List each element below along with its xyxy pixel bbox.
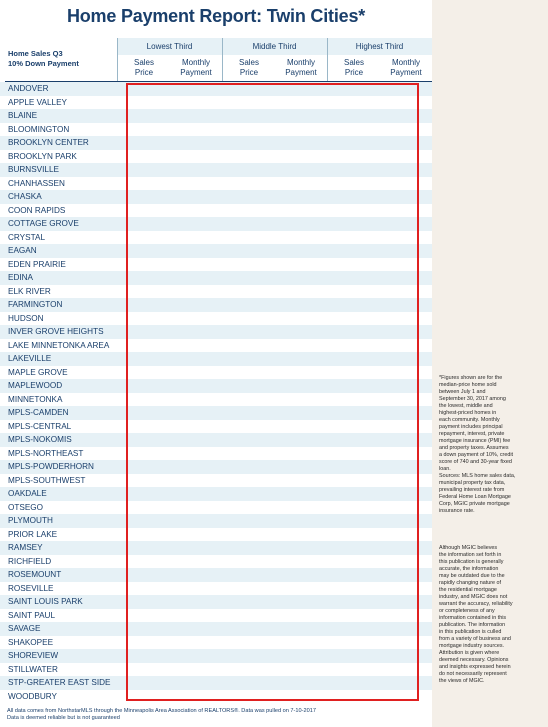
side-note-line: municipal property tax data,: [439, 480, 506, 486]
column-header-mid-monthly-payment: [278, 58, 324, 78]
city-name: ELK RIVER: [8, 286, 51, 296]
side-note-line: a down payment of 10%, credit: [439, 452, 514, 458]
column-header-text: Price: [239, 68, 259, 77]
group-divider: [117, 38, 118, 82]
row-label-header: [8, 49, 79, 69]
side-note-line: mortgage insurance (PMI) fee: [439, 438, 511, 444]
city-name: CRYSTAL: [8, 232, 46, 242]
column-header-text: Payment: [285, 68, 317, 77]
column-header-text: Sales: [343, 58, 364, 67]
group-middle-third: Middle Third: [252, 42, 297, 51]
column-header-high-monthly-payment: [383, 58, 429, 78]
side-note-line: accurate, the information: [439, 566, 499, 572]
column-header-mid-sales-price: [229, 58, 269, 78]
side-note-line: may be outdated due to the: [439, 573, 505, 579]
side-note-line: median-price home sold: [439, 382, 497, 388]
column-header-text: Payment: [180, 68, 212, 77]
city-name: OTSEGO: [8, 502, 44, 512]
column-header-text: Monthly: [391, 58, 420, 67]
column-header-text: Sales: [133, 58, 154, 67]
side-note-line: in this publication is culled: [439, 629, 502, 635]
side-note-line: September 30, 2017 among: [439, 396, 506, 402]
city-name: MINNETONKA: [8, 394, 63, 404]
side-note-line: the information set forth in: [439, 552, 502, 558]
city-name: LAKEVILLE: [8, 354, 52, 363]
side-note-line: and property taxes. Assumes: [439, 445, 509, 451]
city-name: WOODBURY: [8, 691, 57, 701]
side-note-line: loan.: [439, 466, 451, 472]
city-name: CHASKA: [8, 192, 42, 201]
city-name: MAPLEWOOD: [8, 381, 63, 390]
city-name: SAINT PAUL: [8, 610, 56, 620]
city-name: EAGAN: [8, 246, 37, 255]
side-note-line: each community. Monthly: [439, 417, 500, 423]
city-name: INVER GROVE HEIGHTS: [8, 327, 104, 336]
side-note-line: rapidly changing nature of: [439, 580, 502, 586]
city-name: MPLS-CENTRAL: [8, 421, 72, 431]
column-header-high-sales-price: [334, 58, 374, 78]
city-name: BROOKLYN PARK: [8, 151, 77, 161]
side-note-line: or completeness of any: [439, 608, 495, 614]
group-header-row: [117, 38, 432, 55]
side-note-line: do not necessarily represent: [439, 671, 507, 677]
city-name: SAINT LOUIS PARK: [8, 597, 83, 606]
column-header-text: Sales: [238, 58, 259, 67]
side-note-line: highest-priced homes in: [439, 410, 497, 416]
city-name: COON RAPIDS: [8, 205, 66, 215]
footer-note: [7, 708, 427, 722]
side-note-line: mortgage industry sources.: [439, 643, 505, 649]
column-header-text: Monthly: [181, 58, 210, 67]
column-header-text: Monthly: [286, 58, 315, 67]
column-header-text: Price: [134, 68, 154, 77]
side-note-line: the residential mortgage: [439, 587, 497, 593]
side-note-line: repayment, interest, private: [439, 431, 505, 437]
side-note-line: publication. The information: [439, 622, 506, 628]
city-name: BLAINE: [8, 111, 38, 120]
city-name: STILLWATER: [8, 664, 58, 674]
side-note-line: the views of MGIC.: [439, 678, 485, 684]
side-note-line: prevailing interest rate from: [439, 487, 505, 493]
city-name: PLYMOUTH: [8, 516, 53, 525]
city-name: ROSEMOUNT: [8, 570, 62, 579]
city-name: MPLS-CAMDEN: [8, 408, 69, 417]
group-highest-third: Highest Third: [355, 42, 404, 51]
city-name: STP-GREATER EAST SIDE: [8, 678, 111, 687]
group-divider: [222, 38, 223, 82]
city-name: BURNSVILLE: [8, 165, 59, 174]
page-title: Home Payment Report: Twin Cities*: [66, 6, 366, 26]
city-name: MPLS-POWDERHORN: [8, 462, 94, 471]
side-note-line: Federal Home Loan Mortgage: [439, 494, 511, 500]
column-header-text: Price: [344, 68, 364, 77]
city-name: RICHFIELD: [8, 556, 52, 566]
side-note-line: warrant the accuracy, reliability: [439, 601, 513, 607]
side-note-line: Although MGIC believes: [439, 545, 498, 551]
city-name: MPLS-NOKOMIS: [8, 435, 72, 444]
side-note-line: insurance rate.: [439, 508, 475, 514]
city-name: COTTAGE GROVE: [8, 219, 79, 228]
city-name: RAMSEY: [8, 543, 43, 552]
city-name: OAKDALE: [8, 489, 47, 498]
column-header-text: Payment: [390, 68, 422, 77]
side-note-line: Corp, MGIC private mortgage: [439, 501, 510, 507]
side-note-line: this publication is generally: [439, 559, 504, 565]
side-note-line: and insights expressed herein: [439, 664, 511, 670]
city-name: EDEN PRAIRIE: [8, 259, 66, 269]
side-note-line: between July 1 and: [439, 389, 486, 395]
side-note-line: from a variety of business and: [439, 636, 511, 642]
city-name: APPLE VALLEY: [8, 97, 68, 107]
side-note-line: the lowest, middle and: [439, 403, 493, 409]
row-label-header-line-2: 10% Down Payment: [8, 59, 79, 68]
footer-line-1: All data comes from NorthstarMLS through the Minneapolis Area Association of REALTORS®. Data was pulled on 7-10-2017: [7, 708, 316, 714]
city-name: PRIOR LAKE: [8, 529, 58, 539]
side-note-line: information contained in this: [439, 615, 507, 621]
side-note-line: industry, and MGIC does not: [439, 594, 508, 600]
city-name: ROSEVILLE: [8, 583, 54, 593]
side-note-line: payment includes principal: [439, 424, 503, 430]
side-note-methodology: [439, 375, 543, 515]
side-note-line: score of 740 and 30-year fixed: [439, 459, 512, 465]
city-name: MPLS-SOUTHWEST: [8, 475, 86, 485]
city-name: MAPLE GROVE: [8, 367, 68, 377]
highlight-box: [126, 83, 419, 701]
column-header-low-sales-price: [124, 58, 164, 78]
group-divider: [327, 38, 328, 82]
city-name: SHOREVIEW: [8, 651, 59, 660]
side-note-line: Sources: MLS home sales data,: [439, 473, 516, 479]
side-note-line: deemed necessary. Opinions: [439, 657, 509, 663]
city-name: MPLS-NORTHEAST: [8, 448, 84, 458]
city-name: BROOKLYN CENTER: [8, 138, 89, 147]
city-name: SAVAGE: [8, 624, 41, 633]
city-name: CHANHASSEN: [8, 178, 65, 188]
city-name: ANDOVER: [8, 84, 49, 93]
city-name: HUDSON: [8, 313, 44, 323]
footer-line-2: Data is deemed reliable but is not guaranteed: [7, 715, 120, 721]
column-header-low-monthly-payment: [173, 58, 219, 78]
side-note-line: Attribution is given where: [439, 650, 500, 656]
city-name: LAKE MINNETONKA AREA: [8, 340, 110, 350]
group-lowest-third: Lowest Third: [146, 42, 193, 51]
side-note-disclaimer: [439, 545, 543, 685]
row-label-header-line-1: Home Sales Q3: [8, 49, 63, 58]
city-name: SHAKOPEE: [8, 637, 54, 647]
city-name: FARMINGTON: [8, 300, 63, 309]
side-note-line: *Figures shown are for the: [439, 375, 503, 381]
city-name: EDINA: [8, 273, 34, 282]
city-name: BLOOMINGTON: [8, 124, 70, 134]
